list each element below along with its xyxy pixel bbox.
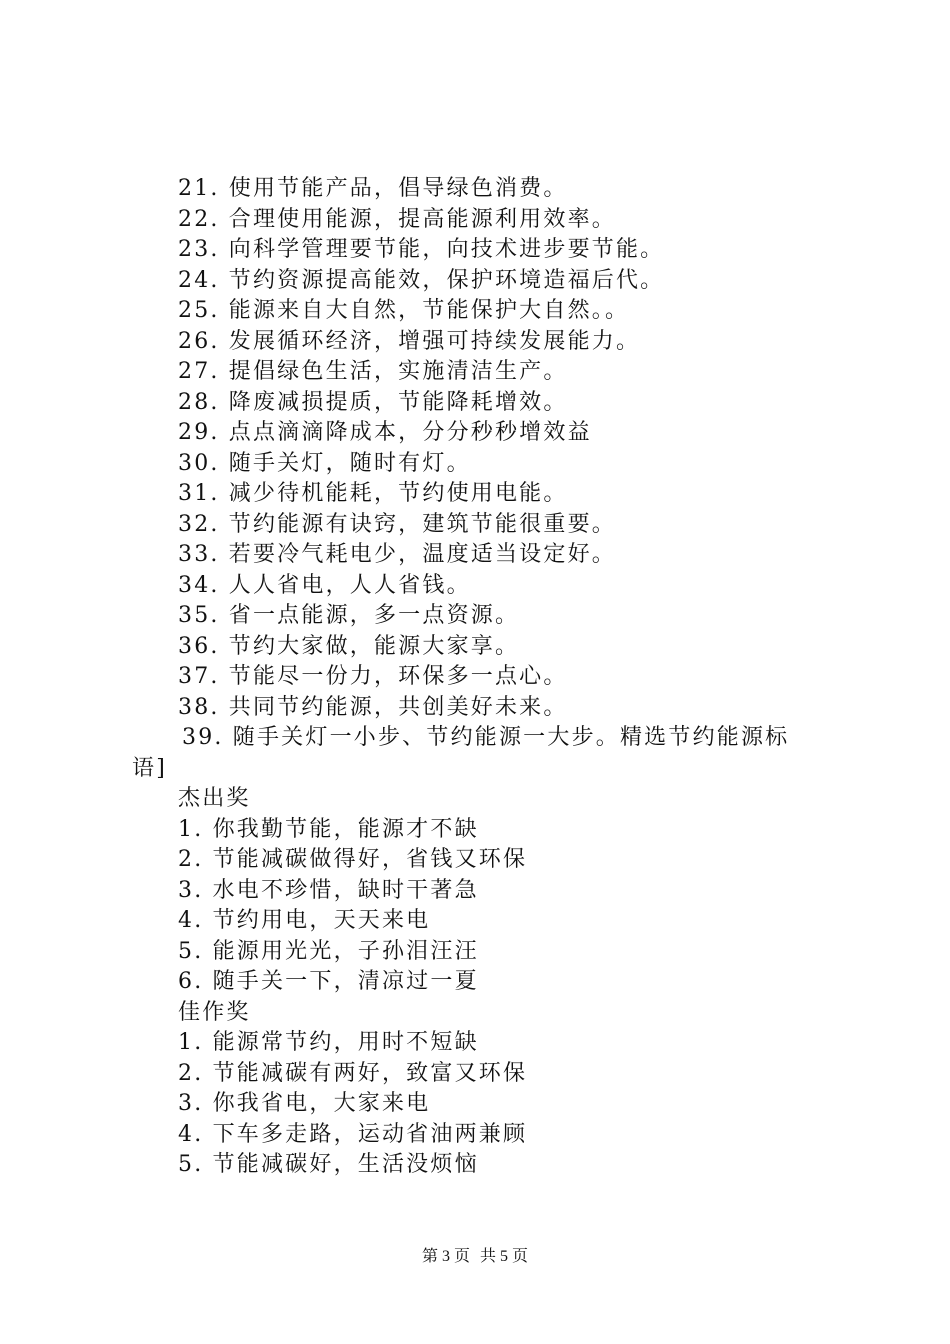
slogan-line: 23. 向科学管理要节能，向技术进步要节能。 [178, 237, 665, 262]
slogan-line: 29. 点点滴滴降成本，分分秒秒增效益 [178, 420, 592, 445]
slogan-line: 36. 节约大家做，能源大家享。 [178, 633, 520, 659]
slogan-line: 21. 使用节能产品，倡导绿色消费。 [178, 176, 568, 201]
page-number: 第 3 页 [421, 1248, 470, 1265]
slogan-line: 37. 节能尽一份力，环保多一点心。 [178, 664, 568, 689]
slogan-line: 33. 若要冷气耗电少，温度适当设定好。 [178, 542, 616, 567]
slogan-line: 27. 提倡绿色生活，实施清洁生产。 [178, 359, 568, 384]
page-footer [0, 1243, 950, 1266]
award-item: 3. 水电不珍惜，缺时干著急 [178, 877, 479, 903]
slogan-line-39: 39. 随手关灯一小步、节约能源一大步。精选节约能源标 [182, 725, 790, 750]
slogan-line: 26. 发展循环经济，增强可持续发展能力。 [178, 328, 641, 354]
award-item: 1. 你我勤节能，能源才不缺 [178, 816, 479, 842]
slogan-line: 32. 节约能源有诀窍，建筑节能很重要。 [178, 511, 616, 537]
document-body [132, 174, 852, 1181]
award-item: 6. 随手关一下，清凉过一夏 [178, 969, 479, 994]
slogan-line: 35. 省一点能源，多一点资源。 [178, 603, 520, 628]
award-heading-outstanding: 杰出奖 [178, 786, 251, 811]
slogan-line: 28. 降废减损提质，节能降耗增效。 [178, 389, 568, 415]
award-heading-excellent: 佳作奖 [178, 999, 251, 1025]
award-item: 4. 节约用电，天天来电 [178, 908, 431, 933]
award-item: 1. 能源常节约，用时不短缺 [178, 1030, 479, 1055]
award-item: 5. 节能减碳好，生活没烦恼 [178, 1152, 479, 1177]
slogan-line-39-continuation: 语] [132, 755, 167, 781]
slogan-line: 34. 人人省电，人人省钱。 [178, 572, 471, 598]
slogan-line: 22. 合理使用能源，提高能源利用效率。 [178, 206, 616, 232]
slogan-line: 25. 能源来自大自然，节能保护大自然。。 [178, 298, 630, 323]
page-total: 共 5 页 [480, 1248, 529, 1265]
award-item: 5. 能源用光光，子孙泪汪汪 [178, 938, 479, 964]
award-item: 2. 节能减碳做得好，省钱又环保 [178, 847, 528, 872]
slogan-line: 31. 减少待机能耗，节约使用电能。 [178, 481, 568, 506]
slogan-line: 38. 共同节约能源，共创美好未来。 [178, 694, 568, 720]
award-item: 4. 下车多走路，运动省油两兼顾 [178, 1121, 528, 1147]
slogan-line: 30. 随手关灯，随时有灯。 [178, 450, 471, 476]
award-item: 2. 节能减碳有两好，致富又环保 [178, 1060, 528, 1086]
slogan-line: 24. 节约资源提高能效，保护环境造福后代。 [178, 267, 665, 293]
award-item: 3. 你我省电，大家来电 [178, 1091, 431, 1116]
